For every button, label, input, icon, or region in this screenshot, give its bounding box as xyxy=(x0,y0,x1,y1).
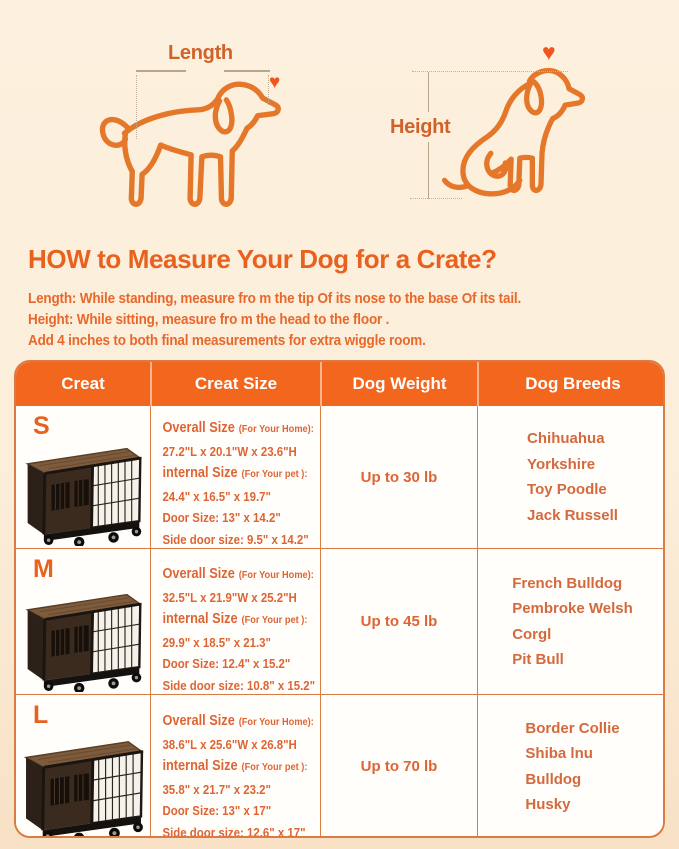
breed-item: Husky xyxy=(525,796,571,814)
weight-value: Up to 30 lb xyxy=(360,468,438,486)
table-row-small xyxy=(16,406,663,548)
page-title: HOW to Measure Your Dog for a Crate? xyxy=(28,244,497,274)
breed-item: Chihuahua xyxy=(527,430,605,447)
breed-item: Toy Poodle xyxy=(527,481,607,498)
header-cell-dog-weight: Dog Weight xyxy=(320,362,477,406)
weight-cell xyxy=(320,406,477,548)
crate-illustration xyxy=(20,585,146,692)
table-row-medium xyxy=(16,548,663,694)
height-measure-line xyxy=(428,142,429,199)
crate-illustration xyxy=(20,439,146,546)
breed-item: Bulldog xyxy=(525,770,582,788)
door-size-value: Door Size: 12.4" x 15.2" xyxy=(162,656,291,671)
breed-item: Yorkshire xyxy=(527,455,596,473)
side-door-size-value: Side door size: 12.6" x 17" xyxy=(162,824,306,838)
breed-item: French Bulldog xyxy=(512,574,623,592)
breed-item: Pit Bull xyxy=(512,651,564,668)
size-specs-cell xyxy=(150,695,320,838)
overall-size-value: 38.6"L x 25.6"W x 26.8"H xyxy=(162,736,297,752)
breed-item: Corgl xyxy=(512,625,552,643)
intro-line-height: Height: While sitting, measure fro m the head to the floor . xyxy=(28,311,390,328)
breeds-cell xyxy=(477,549,665,694)
size-letter: S xyxy=(33,412,50,440)
table-header xyxy=(16,362,663,406)
measurement-diagram xyxy=(0,0,679,240)
internal-size-value: 35.8" x 21.7" x 23.2" xyxy=(162,781,271,797)
sitting-dog-illustration xyxy=(433,60,597,210)
weight-value: Up to 45 lb xyxy=(360,613,438,630)
height-label: Height xyxy=(390,116,451,138)
height-measure-line xyxy=(428,72,429,112)
breed-item: Border Collie xyxy=(525,719,620,737)
size-letter: L xyxy=(33,701,49,729)
intro-line-wiggle: Add 4 inches to both final measurements for extra wiggle room. xyxy=(28,332,426,349)
door-size-value: Door Size: 13" x 17" xyxy=(162,803,272,818)
length-measure-line xyxy=(136,70,186,72)
internal-size-value: 24.4" x 16.5" x 19.7" xyxy=(162,488,271,504)
header-cell-dog-breeds: Dog Breeds xyxy=(477,362,665,406)
header-cell-creat: Creat xyxy=(61,374,105,393)
size-specs-cell xyxy=(150,406,320,548)
breeds-cell xyxy=(477,406,665,548)
internal-size-value: 29.9" x 18.5" x 21.3" xyxy=(162,634,271,650)
overall-size-line: Overall Size (For Your Home): xyxy=(162,420,314,436)
internal-size-line: internal Size (For Your pet ): xyxy=(162,758,308,774)
intro-line-length: Length: While standing, measure fro m the tip Of its nose to the base Of its tail. xyxy=(28,290,522,307)
heart-icon: ♥ xyxy=(542,39,556,65)
crate-illustration xyxy=(18,732,148,838)
height-extension-line xyxy=(410,198,462,199)
overall-size-value: 32.5"L x 21.9"W x 25.2"H xyxy=(162,589,297,605)
breed-item: Jack Russell xyxy=(527,506,618,524)
intro-paragraph xyxy=(28,288,679,351)
header-cell-creat-size: Creat Size xyxy=(150,362,320,406)
breed-item: Pembroke Welsh xyxy=(512,600,633,617)
standing-dog-illustration xyxy=(98,72,294,220)
overall-size-line: Overall Size (For Your Home): xyxy=(162,713,314,729)
crate-cell xyxy=(16,695,150,838)
internal-size-line: internal Size (For Your pet ): xyxy=(162,611,308,627)
overall-size-line: Overall Size (For Your Home): xyxy=(162,566,314,582)
breed-item: Shiba lnu xyxy=(525,745,593,763)
side-door-size-value: Side door size: 10.8" x 15.2" xyxy=(162,677,316,693)
weight-value: Up to 70 lb xyxy=(360,758,438,776)
size-table xyxy=(14,360,665,838)
overall-size-value: 27.2"L x 20.1"W x 23.6"H xyxy=(162,443,297,459)
crate-cell xyxy=(16,406,150,548)
crate-cell xyxy=(16,549,150,694)
table-row-large xyxy=(16,694,663,838)
weight-cell xyxy=(320,549,477,694)
breeds-cell xyxy=(477,695,665,838)
length-label: Length xyxy=(168,42,233,64)
internal-size-line: internal Size (For Your pet ): xyxy=(162,465,308,481)
heart-icon: ♥ xyxy=(269,72,281,93)
size-letter: M xyxy=(33,555,54,583)
weight-cell xyxy=(320,695,477,838)
door-size-value: Door Size: 13" x 14.2" xyxy=(162,510,281,525)
height-extension-line xyxy=(412,71,568,72)
size-specs-cell xyxy=(150,549,320,694)
length-extension-line xyxy=(136,75,137,139)
length-measure-line xyxy=(224,70,270,72)
side-door-size-value: Side door size: 9.5" x 14.2" xyxy=(162,531,309,547)
